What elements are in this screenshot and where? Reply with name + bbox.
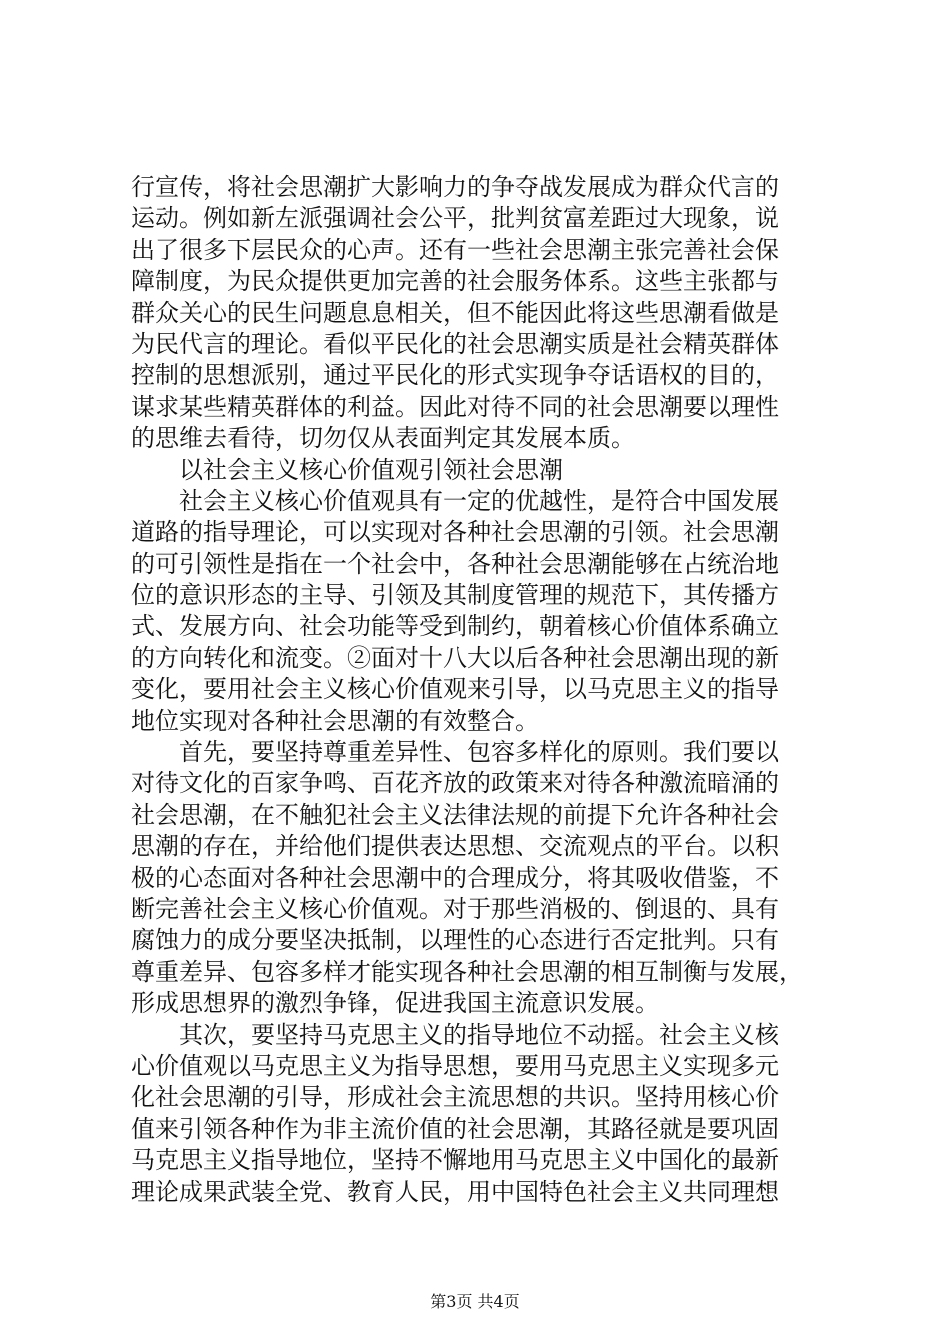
text-line: 出了很多下层民众的心声。还有一些社会思潮主张完善社会保	[131, 235, 779, 264]
text-line: 障制度，为民众提供更加完善的社会服务体系。这些主张都与	[131, 267, 779, 296]
text-line: 极的心态面对各种社会思潮中的合理成分，将其吸收借鉴，不	[131, 863, 779, 892]
paragraph-first-line: 社会主义核心价值观具有一定的优越性，是符合中国发展	[179, 486, 779, 515]
text-line: 理论成果武装全党、教育人民，用中国特色社会主义共同理想	[131, 1177, 779, 1206]
text-line: 群众关心的民生问题息息相关，但不能因此将这些思潮看做是	[131, 298, 779, 327]
text-line: 值来引领各种作为非主流价值的社会思潮，其路径就是要巩固	[131, 1114, 779, 1143]
text-line: 地位实现对各种社会思潮的有效整合。	[131, 706, 539, 735]
text-line: 行宣传，将社会思潮扩大影响力的争夺战发展成为群众代言的	[131, 173, 779, 201]
text-line: 的可引领性是指在一个社会中，各种社会思潮能够在占统治地	[131, 549, 779, 578]
text-line: 位的意识形态的主导、引领及其制度管理的规范下，其传播方	[131, 581, 779, 610]
text-line: 的思维去看待，切勿仅从表面判定其发展本质。	[131, 424, 635, 453]
text-line: 运动。例如新左派强调社会公平，批判贫富差距过大现象，说	[131, 204, 779, 233]
text-line: 控制的思想派别，通过平民化的形式实现争夺话语权的目的，	[131, 361, 779, 390]
text-line: 断完善社会主义核心价值观。对于那些消极的、倒退的、具有	[131, 894, 779, 923]
text-line: 的方向转化和流变。②面对十八大以后各种社会思潮出现的新	[131, 643, 779, 672]
text-line: 为民代言的理论。看似平民化的社会思潮实质是社会精英群体	[131, 329, 779, 358]
paragraph-first-line: 其次，要坚持马克思主义的指导地位不动摇。社会主义核	[179, 1020, 779, 1049]
text-line: 谋求某些精英群体的利益。因此对待不同的社会思潮要以理性	[131, 392, 779, 421]
text-line: 式、发展方向、社会功能等受到制约，朝着核心价值体系确立	[131, 612, 779, 641]
section-heading: 以社会主义核心价值观引领社会思潮	[179, 455, 563, 484]
body-text	[131, 172, 831, 1208]
text-line: 对待文化的百家争鸣、百花齐放的政策来对待各种激流暗涌的	[131, 769, 779, 798]
text-line: 心价值观以马克思主义为指导思想，要用马克思主义实现多元	[131, 1051, 779, 1080]
paragraph-first-line: 首先，要坚持尊重差异性、包容多样化的原则。我们要以	[179, 738, 779, 767]
text-line: 道路的指导理论，可以实现对各种社会思潮的引领。社会思潮	[131, 518, 779, 547]
text-line: 社会思潮，在不触犯社会主义法律法规的前提下允许各种社会	[131, 800, 779, 829]
text-line: 马克思主义指导地位，坚持不懈地用马克思主义中国化的最新	[131, 1146, 779, 1175]
page-footer: 第3页 共4页	[430, 1292, 520, 1311]
text-line: 尊重差异、包容多样才能实现各种社会思潮的相互制衡与发展，	[131, 957, 803, 986]
text-line: 变化，要用社会主义核心价值观来引导，以马克思主义的指导	[131, 675, 779, 704]
text-line: 形成思想界的激烈争锋，促进我国主流意识发展。	[131, 989, 659, 1018]
text-line: 腐蚀力的成分要坚决抵制，以理性的心态进行否定批判。只有	[131, 926, 779, 955]
text-line: 化社会思潮的引导，形成社会主流思想的共识。坚持用核心价	[131, 1083, 779, 1112]
text-line: 思潮的存在，并给他们提供表达思想、交流观点的平台。以积	[131, 832, 779, 861]
